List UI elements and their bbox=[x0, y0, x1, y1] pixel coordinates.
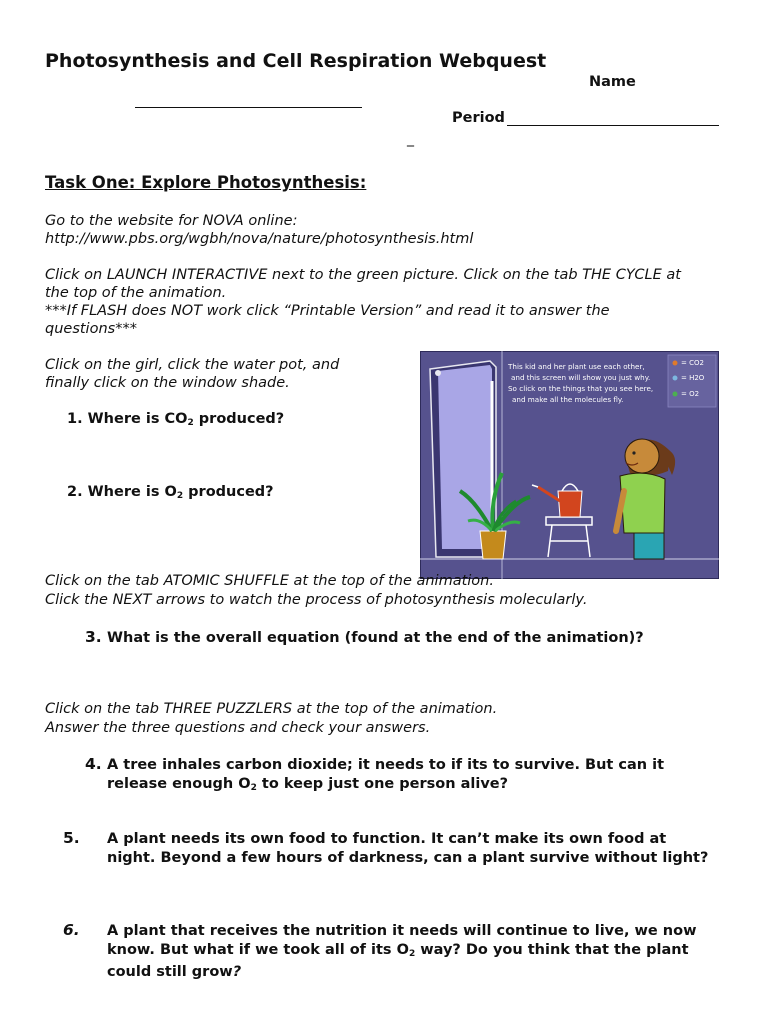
question-3 bbox=[85, 628, 644, 648]
watering-can bbox=[558, 491, 582, 517]
question-2-number: 2. bbox=[67, 484, 83, 500]
question-3-text: What is the overall equation (found at the end of the animation)? bbox=[107, 630, 644, 646]
legend-o2: = O2 bbox=[681, 390, 700, 398]
period-blank-line bbox=[507, 125, 719, 126]
girl-pants bbox=[634, 533, 664, 559]
question-2-subscript: 2 bbox=[176, 491, 184, 501]
question-4-line-2-start: release enough O bbox=[107, 775, 251, 792]
caption-line: So click on the things that you see here, bbox=[508, 384, 654, 393]
legend-h2o-dot bbox=[673, 376, 678, 381]
question-1-subscript: 2 bbox=[187, 418, 194, 428]
question-5 bbox=[63, 829, 710, 867]
legend-o2-dot bbox=[673, 392, 678, 397]
question-1-number: 1. bbox=[67, 411, 83, 427]
question-4-line-2-end: to keep just one person alive? bbox=[256, 775, 509, 792]
stool-top bbox=[546, 517, 592, 525]
question-6-text-end: way? Do you think that the plant could still grow bbox=[107, 941, 689, 980]
launch-line-2: the top of the animation. bbox=[45, 285, 227, 301]
window-shade bbox=[438, 365, 492, 549]
name-blank-line bbox=[135, 107, 362, 108]
question-6-number: 6. bbox=[63, 921, 80, 939]
intro-line-1: Go to the website for NOVA online: bbox=[45, 213, 298, 229]
question-6-subscript: 2 bbox=[408, 948, 416, 959]
question-6-question-mark: ? bbox=[232, 964, 242, 980]
period-label: Period bbox=[452, 110, 505, 126]
name-label: Name bbox=[589, 74, 636, 90]
question-6-text-start: A plant that receives the nutrition it needs will continue to live, we now know. But what if we took all of its O bbox=[107, 923, 697, 958]
caption-line: and this screen will show you just why. bbox=[511, 373, 651, 382]
page-title: Photosynthesis and Cell Respiration Webquest bbox=[45, 50, 547, 72]
question-4 bbox=[85, 755, 664, 797]
legend-co2-dot bbox=[673, 361, 678, 366]
puzzlers-line-1: Click on the tab THREE PUZZLERS at the top of the animation. bbox=[45, 701, 498, 717]
question-1 bbox=[67, 410, 284, 433]
shuffle-line-2: Click the NEXT arrows to watch the process of photosynthesis molecularly. bbox=[45, 592, 588, 608]
question-6 bbox=[63, 921, 730, 982]
caption-line: This kid and her plant use each other, bbox=[508, 362, 645, 371]
question-3-number: 3. bbox=[85, 628, 102, 646]
question-1-text-start: Where is CO bbox=[87, 411, 188, 427]
question-4-line-1: A tree inhales carbon dioxide; it needs to if its to survive. But can it bbox=[107, 757, 665, 773]
girl-shirt bbox=[620, 473, 665, 533]
plant-pot bbox=[480, 531, 506, 559]
question-5-text: A plant needs its own food to function. It can’t make its own food at night. Beyond a few hours of darkness, can a plant survive without light? bbox=[107, 831, 709, 866]
launch-line-1: Click on LAUNCH INTERACTIVE next to the green picture. Click on the tab THE CYCLE at bbox=[45, 267, 681, 283]
question-1-text-end: produced? bbox=[193, 411, 285, 427]
illustration-svg bbox=[420, 351, 719, 579]
question-4-number: 4. bbox=[85, 755, 102, 773]
girl-instruction-line-1: Click on the girl, click the water pot, and bbox=[45, 357, 340, 373]
stray-underscore: _ bbox=[407, 131, 414, 147]
girl-head bbox=[625, 439, 659, 473]
flash-note-line-2: questions*** bbox=[45, 321, 137, 337]
intro-url: http://www.pbs.org/wgbh/nova/nature/photosynthesis.html bbox=[45, 231, 474, 247]
question-2-text-end: produced? bbox=[183, 484, 274, 500]
shuffle-line-1: Click on the tab ATOMIC SHUFFLE at the top of the animation. bbox=[45, 573, 494, 589]
question-4-subscript: 2 bbox=[250, 782, 257, 793]
puzzlers-line-2: Answer the three questions and check your answers. bbox=[45, 720, 431, 736]
task-heading: Task One: Explore Photosynthesis: bbox=[45, 173, 367, 192]
question-2-text-start: Where is O bbox=[87, 484, 177, 500]
question-5-number: 5. bbox=[63, 829, 80, 847]
legend-h2o: = H2O bbox=[681, 374, 705, 382]
legend-co2: = CO2 bbox=[681, 359, 704, 367]
question-2 bbox=[67, 483, 274, 506]
girl-instruction-line-2: finally click on the window shade. bbox=[45, 375, 290, 391]
photosynthesis-illustration bbox=[420, 351, 719, 579]
caption-line: and make all the molecules fly. bbox=[512, 395, 624, 404]
flash-note-line-1: ***If FLASH does NOT work click “Printable Version” and read it to answer the bbox=[45, 303, 610, 319]
